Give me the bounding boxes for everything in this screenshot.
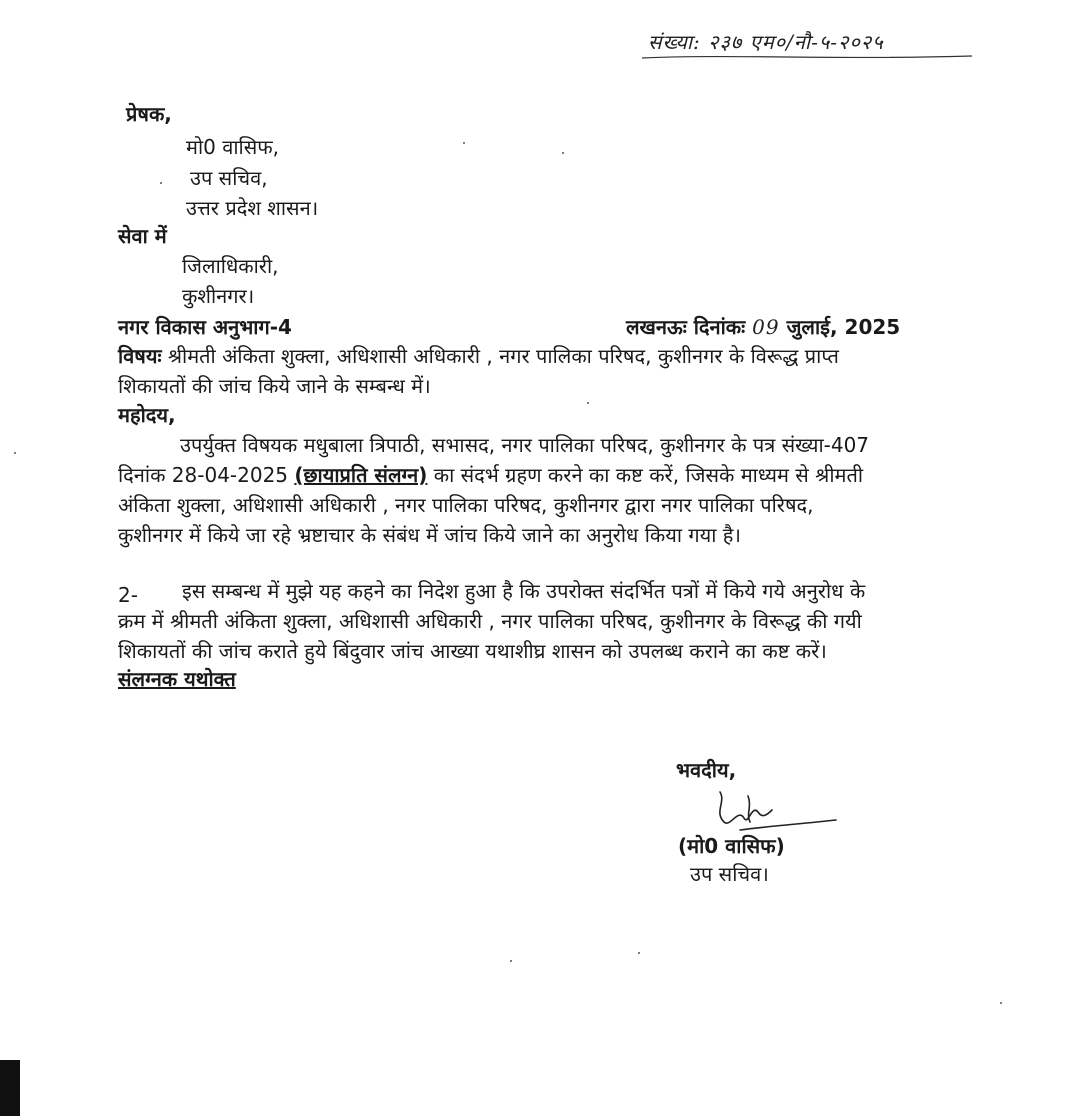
scan-speck [638,952,640,954]
recipient-label: सेवा में [118,224,167,248]
scan-speck [510,960,512,962]
signatory-designation: उप सचिव। [690,862,769,886]
subject-label: विषयः [118,344,162,368]
scan-speck [1000,1002,1002,1004]
letter-date [626,313,900,341]
signatory-name: (मो0 वासिफ) [678,834,785,858]
reference-number: संख्या: २३७ एम०/नौ-५-२०२५ [648,30,884,54]
subject-line-2: शिकायतों की जांच किये जाने के सम्बन्ध में। [118,374,431,398]
sender-label: प्रेषक, [126,102,172,126]
para1-line-2 [118,461,863,489]
recipient-place: कुशीनगर। [182,284,255,308]
para1-line-1: उपर्युक्त विषयक मधुबाला त्रिपाठी, सभासद, नगर पालिका परिषद, कुशीनगर के पत्र संख्या-407 [180,433,870,457]
para2-line-2: क्रम में श्रीमती अंकिता शुक्ला, अधिशासी अधिकारी , नगर पालिका परिषद, कुशीनगर के विरूद्ध की गयी [118,609,862,633]
para2-number: 2- [118,583,138,607]
enclosure-note: संलग्नक यथोक्त [118,667,236,691]
section-name: नगर विकास अनुभाग-4 [118,315,292,339]
scan-speck [587,402,589,404]
para1-line-3: अंकिता शुक्ला, अधिशासी अधिकारी , नगर पालिका परिषद, कुशीनगर द्वारा नगर पालिका परिषद, [118,493,814,517]
date-month-year: जुलाई, 2025 [786,315,901,339]
para2-line-3: शिकायतों की जांच कराते हुये बिंदुवार जांच आख्या यथाशीघ्र शासन को उपलब्ध कराने का कष्ट करें। [118,639,827,663]
para1-line-2-c: का संदर्भ ग्रहण करने का कष्ट करें, जिसके माध्यम से श्रीमती [427,463,864,487]
recipient-designation: जिलाधिकारी, [182,254,279,278]
scan-speck [562,152,564,154]
scan-speck [160,182,162,184]
valediction: भवदीय, [676,758,737,782]
para1-line-2-a: दिनांक 28-04-2025 [118,463,295,487]
subject-text-1: श्रीमती अंकिता शुक्ला, अधिशासी अधिकारी , नगर पालिका परिषद, कुशीनगर के विरूद्ध प्राप्त [167,344,839,368]
scan-edge-shadow [0,1060,20,1116]
para1-line-4: कुशीनगर में किये जा रहे भ्रष्टाचार के संबंध में जांच किये जाने का अनुरोध किया गया है। [118,523,741,547]
scan-speck [14,452,16,454]
scan-speck [463,142,465,144]
date-day: 09 [752,315,780,339]
sender-name: मो0 वासिफ, [186,135,279,159]
photocopy-enclosed-note: (छायाप्रति संलग्न) [294,463,428,487]
para2-line-1: इस सम्बन्ध में मुझे यह कहने का निदेश हुआ है कि उपरोक्त संदर्भित पत्रों में किये गये अनुरोध के [182,579,866,603]
salutation: महोदय, [118,403,176,427]
subject-line-1 [118,342,839,370]
reference-underline [640,50,980,64]
sender-office: उत्तर प्रदेश शासन। [186,196,319,220]
sender-designation: उप सचिव, [190,166,268,190]
date-prefix: लखनऊः दिनांकः [626,315,746,339]
